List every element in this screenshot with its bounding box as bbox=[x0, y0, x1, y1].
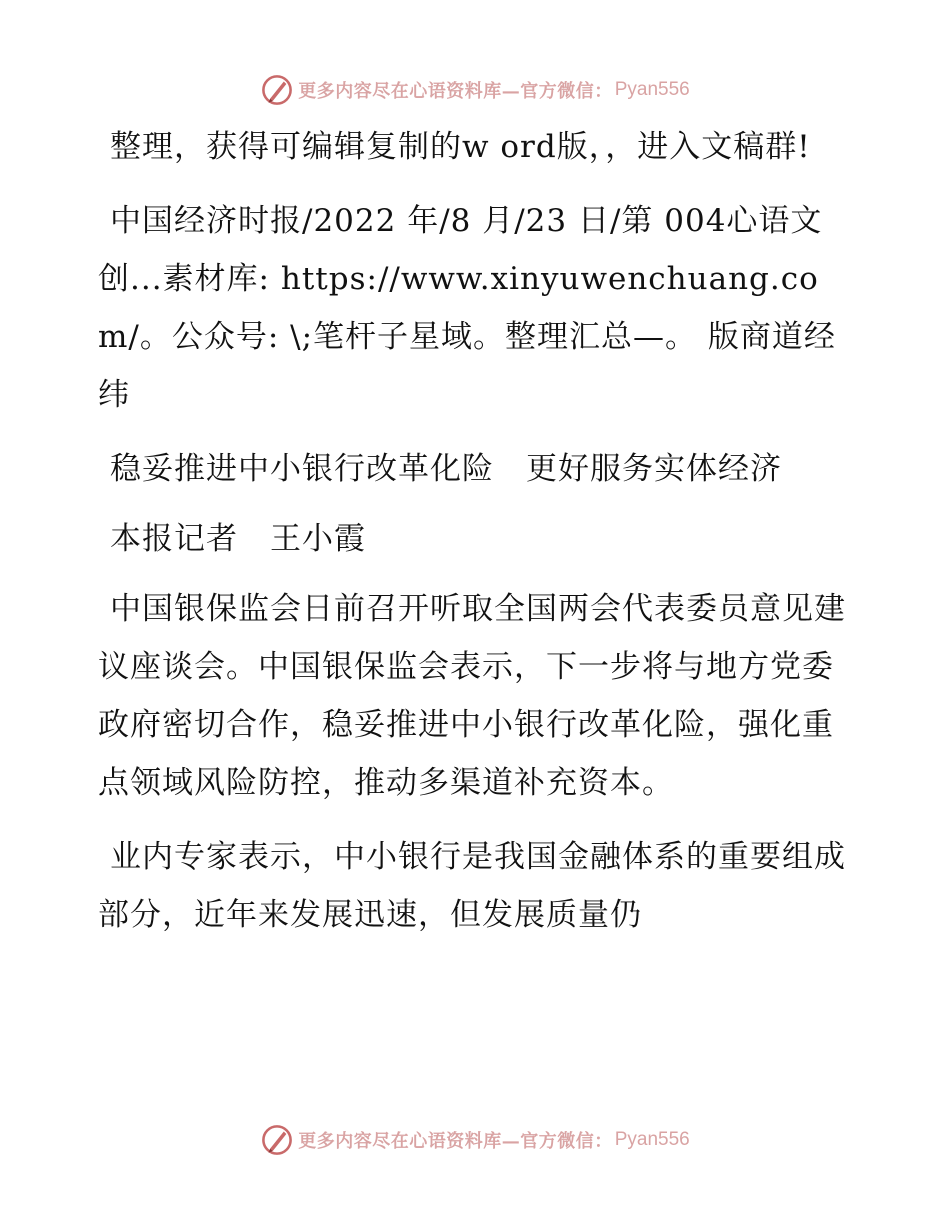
header-banner-id: Pyan556 bbox=[614, 79, 690, 100]
header-banner bbox=[0, 70, 950, 110]
footer-banner-text: 更多内容尽在心语资料库—官方微信： bbox=[298, 1131, 613, 1152]
pen-circle-logo-icon bbox=[260, 73, 294, 107]
intro-paragraph: 整理，获得可编辑复制的w ord版，，进入文稿群! bbox=[110, 129, 811, 165]
footer-banner bbox=[0, 1120, 950, 1160]
footer-banner-id: Pyan556 bbox=[614, 1129, 690, 1150]
article-headline: 稳妥推进中小银行改革化险 更好服务实体经济 bbox=[110, 451, 782, 487]
byline: 本报记者 王小霞 bbox=[110, 521, 366, 557]
body-paragraph-1: 中国银保监会日前召开听取全国两会代表委员意见建议座谈会。中国银保监会表示，下一步将与地方党委政府密切合作，稳妥推进中小银行改革化险，强化重点领域风险防控，推动多渠道补充资本。 bbox=[98, 591, 846, 801]
pen-circle-logo-icon bbox=[260, 1123, 294, 1157]
source-paragraph: 中国经济时报/2022 年/8 月/23 日/第 004心语文创...素材库: https://www.xinyuwenchuang.com/。公众号: \;笔杆子星域。整理汇总—。 版商道经纬 bbox=[98, 203, 836, 413]
document-body bbox=[98, 118, 858, 960]
body-paragraph-2: 业内专家表示，中小银行是我国金融体系的重要组成部分，近年来发展迅速，但发展质量仍 bbox=[98, 839, 846, 933]
header-banner-text: 更多内容尽在心语资料库—官方微信： bbox=[298, 81, 613, 102]
